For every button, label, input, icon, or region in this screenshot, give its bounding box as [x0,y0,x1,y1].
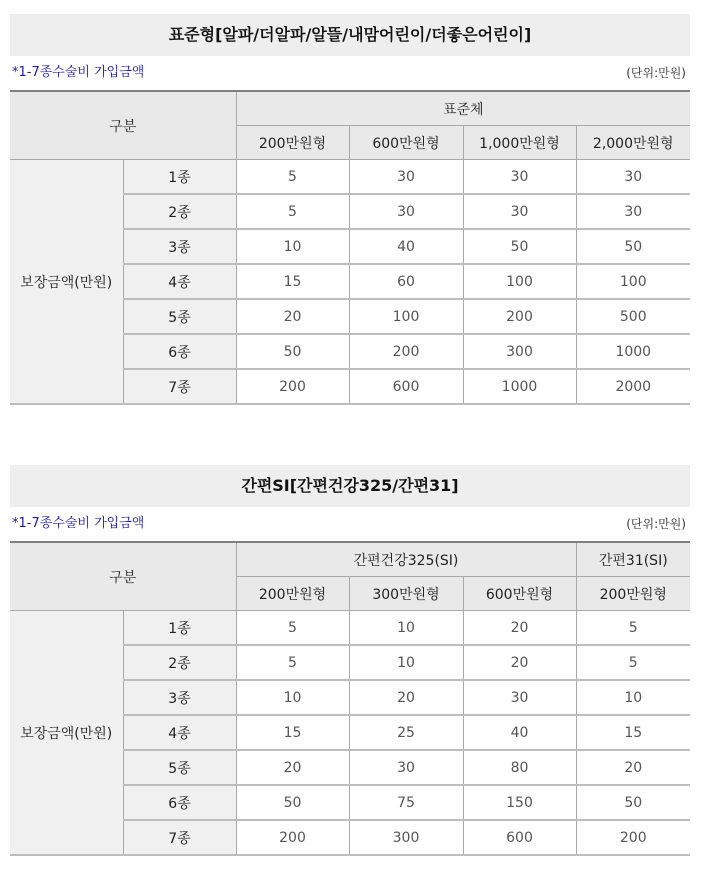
note-row [10,507,690,541]
value-cell: 5 [236,194,349,229]
value-cell: 30 [576,194,690,229]
value-cell: 100 [463,264,576,299]
value-cell: 20 [463,645,576,680]
value-cell: 30 [463,160,576,195]
value-cell: 200 [463,299,576,334]
value-cell: 2000 [576,369,690,404]
value-cell: 20 [463,611,576,646]
kind-cell: 2종 [123,194,236,229]
value-cell: 20 [576,750,690,785]
value-cell: 600 [349,369,463,404]
value-cell: 1000 [576,334,690,369]
value-cell: 80 [463,750,576,785]
group-header: 표준체 [236,91,690,126]
note-text: *1-7종수술비 가입금액 [12,516,145,531]
value-cell: 30 [349,160,463,195]
value-cell: 100 [576,264,690,299]
value-cell: 30 [349,750,463,785]
kind-cell: 6종 [123,785,236,820]
group-header: 간편31(SI) [576,542,690,577]
value-cell: 5 [236,645,349,680]
column-header: 300만원형 [349,577,463,611]
column-header: 1,000만원형 [463,126,576,160]
value-cell: 10 [349,611,463,646]
table-row [10,160,690,195]
kind-cell: 4종 [123,715,236,750]
unit-text: (단위:만원) [626,517,686,531]
value-cell: 40 [463,715,576,750]
kind-cell: 3종 [123,229,236,264]
value-cell: 10 [576,680,690,715]
column-header: 200만원형 [236,126,349,160]
value-cell: 5 [236,611,349,646]
value-cell: 20 [236,299,349,334]
value-cell: 600 [463,820,576,855]
value-cell: 40 [349,229,463,264]
value-cell: 200 [236,369,349,404]
section-title: 표준형[알파/더알파/알뜰/내맘어린이/더좋은어린이] [10,14,690,56]
value-cell: 15 [236,264,349,299]
column-header: 600만원형 [349,126,463,160]
value-cell: 75 [349,785,463,820]
coverage-table [10,541,690,856]
value-cell: 5 [576,611,690,646]
header-category: 구분 [10,91,236,160]
value-cell: 200 [349,334,463,369]
value-cell: 50 [236,334,349,369]
value-cell: 30 [576,160,690,195]
value-cell: 100 [349,299,463,334]
column-header: 200만원형 [576,577,690,611]
value-cell: 10 [349,645,463,680]
value-cell: 60 [349,264,463,299]
value-cell: 150 [463,785,576,820]
value-cell: 10 [236,680,349,715]
value-cell: 300 [463,334,576,369]
standard-plan-section [10,14,690,405]
note-row [10,56,690,90]
kind-cell: 3종 [123,680,236,715]
group-header: 간편건강325(SI) [236,542,576,577]
value-cell: 1000 [463,369,576,404]
table-row [10,611,690,646]
row-group-label: 보장금액(만원) [10,160,123,405]
column-header: 200만원형 [236,577,349,611]
note-text: *1-7종수술비 가입금액 [12,65,145,80]
column-header: 2,000만원형 [576,126,690,160]
value-cell: 50 [576,229,690,264]
value-cell: 30 [463,194,576,229]
value-cell: 5 [236,160,349,195]
value-cell: 50 [236,785,349,820]
kind-cell: 1종 [123,611,236,646]
value-cell: 20 [349,680,463,715]
header-category: 구분 [10,542,236,611]
value-cell: 300 [349,820,463,855]
column-header: 600만원형 [463,577,576,611]
section-title: 간편SI[간편건강325/간편31] [10,465,690,507]
unit-text: (단위:만원) [626,66,686,80]
value-cell: 200 [236,820,349,855]
value-cell: 30 [349,194,463,229]
kind-cell: 5종 [123,750,236,785]
value-cell: 25 [349,715,463,750]
kind-cell: 7종 [123,369,236,404]
kind-cell: 4종 [123,264,236,299]
simplified-si-section [10,465,690,856]
value-cell: 200 [576,820,690,855]
value-cell: 10 [236,229,349,264]
coverage-table [10,90,690,405]
value-cell: 15 [236,715,349,750]
value-cell: 50 [576,785,690,820]
value-cell: 20 [236,750,349,785]
value-cell: 15 [576,715,690,750]
value-cell: 50 [463,229,576,264]
value-cell: 5 [576,645,690,680]
kind-cell: 7종 [123,820,236,855]
kind-cell: 1종 [123,160,236,195]
row-group-label: 보장금액(만원) [10,611,123,856]
value-cell: 500 [576,299,690,334]
kind-cell: 2종 [123,645,236,680]
kind-cell: 5종 [123,299,236,334]
value-cell: 30 [463,680,576,715]
kind-cell: 6종 [123,334,236,369]
